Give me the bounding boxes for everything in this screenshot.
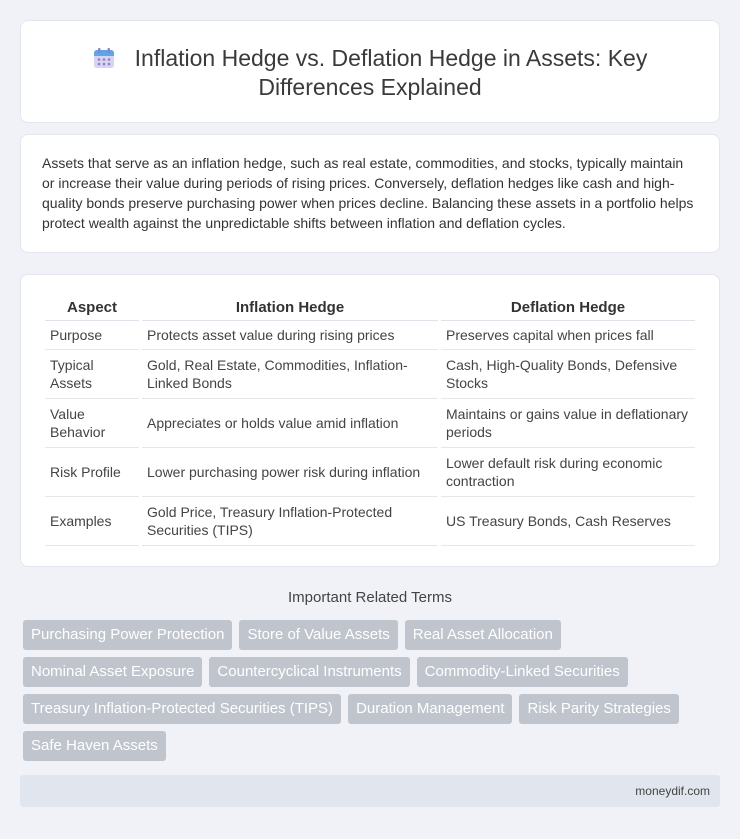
- intro-paragraph: Assets that serve as an inflation hedge, such as real estate, commodities, and stocks, typically maintain or increase their value during periods of rising prices. Conversely, deflation hedges like cash and high-quality bonds preserve purchasing power when prices decline. Balancing these assets in a portfolio helps protect wealth against the unpredictable shifts between inflation and deflation cycles.: [42, 155, 694, 231]
- related-term-tag[interactable]: Nominal Asset Exposure: [23, 657, 202, 687]
- related-term-tag[interactable]: Store of Value Assets: [239, 620, 397, 650]
- table-row: [45, 497, 695, 546]
- related-term-tag[interactable]: Countercyclical Instruments: [209, 657, 409, 687]
- table-cell-inflation: Gold, Real Estate, Commodities, Inflation-Linked Bonds: [142, 350, 438, 399]
- title-card: [20, 20, 720, 123]
- column-header-aspect: Aspect: [45, 295, 139, 321]
- table-cell-inflation: Protects asset value during rising prices: [142, 321, 438, 350]
- table-cell-inflation: Gold Price, Treasury Inflation-Protected Securities (TIPS): [142, 497, 438, 546]
- table-cell-aspect: Risk Profile: [45, 448, 139, 497]
- intro-card: [20, 134, 720, 253]
- table-cell-aspect: Purpose: [45, 321, 139, 350]
- comparison-card: [20, 274, 720, 567]
- table-cell-deflation: US Treasury Bonds, Cash Reserves: [441, 497, 695, 546]
- table-row: [45, 321, 695, 350]
- table-cell-aspect: Examples: [45, 497, 139, 546]
- related-term-tag[interactable]: Commodity-Linked Securities: [417, 657, 628, 687]
- page-title: [21, 44, 719, 102]
- related-term-tag[interactable]: Treasury Inflation-Protected Securities (TIPS): [23, 694, 341, 724]
- footer-site-link[interactable]: moneydif.com: [635, 784, 710, 798]
- table-cell-deflation: Cash, High-Quality Bonds, Defensive Stocks: [441, 350, 695, 399]
- column-header-deflation: Deflation Hedge: [441, 295, 695, 321]
- table-cell-deflation: Lower default risk during economic contraction: [441, 448, 695, 497]
- table-row: [45, 448, 695, 497]
- calendar-icon: [93, 47, 115, 69]
- footer-bar: [20, 775, 720, 807]
- comparison-table: [42, 295, 698, 546]
- table-cell-inflation: Appreciates or holds value amid inflation: [142, 399, 438, 448]
- related-term-tag[interactable]: Risk Parity Strategies: [519, 694, 678, 724]
- table-row: [45, 399, 695, 448]
- related-term-tag[interactable]: Purchasing Power Protection: [23, 620, 232, 650]
- table-cell-aspect: Value Behavior: [45, 399, 139, 448]
- related-term-tag[interactable]: Real Asset Allocation: [405, 620, 561, 650]
- table-cell-deflation: Preserves capital when prices fall: [441, 321, 695, 350]
- table-header-row: [45, 295, 695, 321]
- table-cell-inflation: Lower purchasing power risk during inflation: [142, 448, 438, 497]
- related-terms-heading: Important Related Terms: [288, 589, 452, 606]
- page-title-text: Inflation Hedge vs. Deflation Hedge in Assets: Key Differences Explained: [134, 45, 648, 100]
- related-term-tag[interactable]: Duration Management: [348, 694, 512, 724]
- table-row: [45, 350, 695, 399]
- table-cell-deflation: Maintains or gains value in deflationary periods: [441, 399, 695, 448]
- related-terms-list: [23, 620, 723, 761]
- related-term-tag[interactable]: Safe Haven Assets: [23, 731, 166, 761]
- column-header-inflation: Inflation Hedge: [142, 295, 438, 321]
- table-cell-aspect: Typical Assets: [45, 350, 139, 399]
